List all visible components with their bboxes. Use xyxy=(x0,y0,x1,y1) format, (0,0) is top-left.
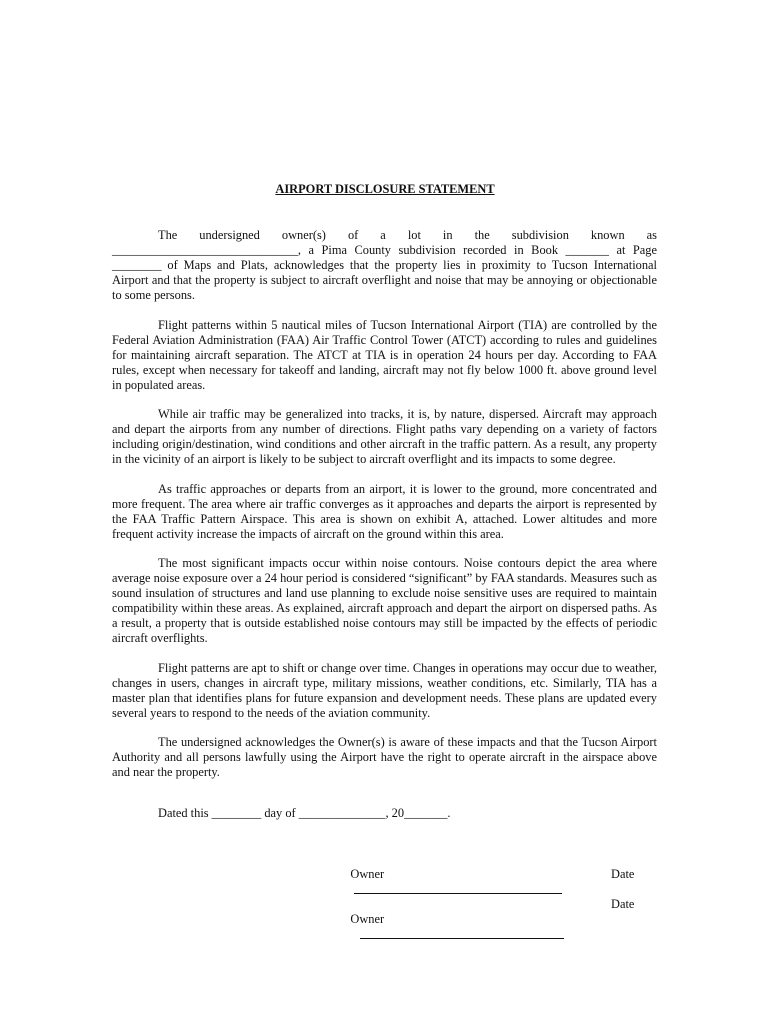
paragraph-flight-patterns-control: Flight patterns within 5 nautical miles of Tucson International Airport (TIA) are controlled by the Federal Aviation Administration (FAA) Air Traffic Control Tower (ATCT) according to rules and guidelines for maintaining aircraft separation. The ATCT at TIA is in operation 24 hours per day. According to FAA rules, except when necessary for takeoff and landing, aircraft may not fly below 1000 ft. above ground level in populated areas. xyxy=(112,317,657,392)
owner-label-1: Owner xyxy=(350,867,385,881)
document-body xyxy=(112,228,657,795)
paragraph-owner-acknowledgement: The undersigned owner(s) of a lot in the subdivision known as ______________________________, a Pima County subdivision recorded in Book _______ at Page ________ of Maps and Plats, acknowledges that the property lies in proximity to Tucson International Airport and that the property is subject to aircraft overflight and noise that may be annoying or objectionable to some persons. xyxy=(112,228,657,302)
paragraph-air-traffic-dispersal: While air traffic may be generalized into tracks, it is, by nature, dispersed. Aircraft may approach and depart the airports from any number of directions. Flight paths vary depending on a variety of factors including origin/destination, wind conditions and other aircraft in the traffic pattern. As a result, any property in the vicinity of an airport is likely to be subject to aircraft overflight and its impacts to some degree. xyxy=(112,407,657,466)
dated-line[interactable]: Dated this ________ day of ______________, 20_______. xyxy=(158,806,451,820)
date-label-1: Date xyxy=(611,867,635,881)
owner-signature-2[interactable] xyxy=(338,897,564,958)
paragraph-flight-pattern-changes: Flight patterns are apt to shift or change over time. Changes in operations may occur due to weather, changes in users, changes in aircraft type, military missions, weather conditions, etc. Similarly, TIA has a master plan that identifies plans for future expansion and development needs. These plans are updated every several years to respond to the needs of the aviation community. xyxy=(112,660,657,720)
paragraph-noise-contours: The most significant impacts occur within noise contours. Noise contours depict the area where average noise exposure over a 24 hour period is considered “significant” by FAA standards. Measures such as sound insulation of structures and land use planning to exclude noise sensitive uses are required to maintain compatibility within these areas. As explained, aircraft approach and depart the airport on dispersed paths. As a result, a property that is outside established noise contours may still be impacted by the effects of periodic aircraft overflights. xyxy=(112,556,657,645)
owner-signature-line-1[interactable] xyxy=(354,882,562,894)
paragraph-owner-awareness: The undersigned acknowledges the Owner(s) is aware of these impacts and that the Tucson Airport Authority and all persons lawfully using the Airport have the right to operate aircraft in the airspace above and near the property. xyxy=(112,735,657,779)
date-label-2: Date xyxy=(611,897,635,911)
paragraph-traffic-pattern-airspace: As traffic approaches or departs from an airport, it is lower to the ground, more concentrated and more frequent. The area where air traffic converges as it approaches and departs the airport is represented by the FAA Traffic Pattern Airspace. This area is shown on exhibit A, attached. Lower altitudes and more frequent activity increase the impacts of aircraft on the ground within this area. xyxy=(112,481,657,541)
owner-label-2: Owner xyxy=(350,912,385,926)
owner-signature-line-2[interactable] xyxy=(360,927,564,939)
document-title: AIRPORT DISCLOSURE STATEMENT xyxy=(275,182,495,196)
